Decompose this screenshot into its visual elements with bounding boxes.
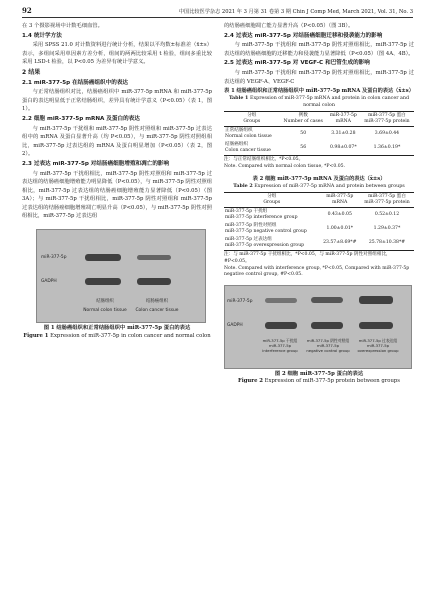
figure-2-caption: 图 2 细胞 miR-377-5p 蛋白的表达 Figure 2 Expression of miR-377-5p protein between groups <box>237 370 401 385</box>
table-row: miR-377-5p 阴性对照组 miR-377-5p negative control group 1.00±0.01* 1.29±0.37* <box>225 223 401 235</box>
blot-band <box>137 255 171 260</box>
blot-band <box>85 278 121 285</box>
section-2-5-text: 与 miR-377-5p 干扰组和 miR-377-5p 阴性对照组相比，miR-377-5p 过表达组的 VEGF-A、VEGF-C <box>224 69 414 85</box>
blot-lane-label: miR-377-5p 干扰组 miR-377-5p interference group <box>262 337 298 353</box>
table-1-note: 注：与正常结肠组织相比，*P<0.05。 Note. Compared with normal colon tissue, *P<0.05. <box>224 157 346 169</box>
table-1-grid <box>224 111 414 156</box>
right-column <box>224 22 414 386</box>
table-2-note: 注：与 miR-377-5p 干扰组相比，*P<0.05，与 miR-377-5p 阴性对照组相比，#P<0.05。 Note. Compared with interference group, *P<0.05, Compared with miR-377-5p negative control group, #P<0.05. <box>224 252 410 278</box>
figure-2-blot <box>224 285 412 369</box>
blot-lane-label: miR-377-5p 阴性对照组 miR-377-5p negative control group <box>306 337 350 353</box>
table-row: miR-377-5p 干扰组 miR-377-5p interference group 0.43±0.05 0.52±0.12 <box>225 209 400 221</box>
section-2-4-text: 与 miR-377-5p 干扰组和 miR-377-5p 阴性对照组相比，miR-377-5p 过表达组的结肠癌细胞的迁移能力和侵袭能力显著降低（P<0.05）（图 4A、4B）。 <box>224 42 414 57</box>
table-2-grid <box>224 192 414 251</box>
table-1 <box>224 88 414 170</box>
page-number: 92 <box>22 6 32 15</box>
blot-row-label: miR-377-5p <box>227 298 253 304</box>
blot-lane-label: miR-377-5p 过表达组 miR-377-5p overexpression group <box>357 337 399 353</box>
table-header: miR-377-5p mRNA <box>320 193 360 208</box>
section-1-4-text: 采用 SPSS 21.0 对计数资料进行统计分析，结果以平均数±标准差（x̄±s）表示，多组间采用单因素方差分析，组间的两两比较采用 t 检验，组间多重比较采用 LSD-t 检验，以 P<0.05 为差异有统计学意义。 <box>22 42 212 66</box>
blot-band <box>359 296 393 304</box>
page-header <box>22 6 413 16</box>
table-header: miR-377-5p 蛋白 miR-377-5p protein <box>360 112 414 127</box>
section-2-heading: 2 结果 <box>22 68 41 76</box>
figure-1-blot <box>36 229 206 323</box>
figure-1 <box>22 229 212 340</box>
blot-band <box>265 322 297 329</box>
section-2-1-text: 与正常结肠组织对比，结肠癌组织中 miR-377-5p mRNA 和 miR-377-5p 蛋白的表达明显低于正常结肠组织，差异具有统计学意义（P<0.05）（表 1，图 1）。 <box>22 89 212 113</box>
left-column <box>22 22 212 340</box>
header-rule <box>22 17 413 18</box>
blot-band <box>311 322 343 329</box>
blot-row-label: GADPH <box>227 322 243 328</box>
section-2-4-heading: 2.4 过表达 miR-377-5p 对结肠癌细胞迁移和侵袭能力的影响 <box>224 32 383 39</box>
section-2-5-heading: 2.5 过表达 miR-377-5p 对 VEGF-C 和巴管生成的影响 <box>224 60 370 67</box>
journal-title: 中国比较医学杂志 2021 年 3 月第 31 卷第 3 期 Chin J Comp Med, March 2021, Vol. 31, No. 3 <box>178 9 413 15</box>
table-header: 分组 Groups <box>224 193 320 208</box>
blot-band <box>359 322 393 329</box>
table-header: miR-377-5p mRNA <box>327 112 360 127</box>
table-header: 例数 Number of cases <box>280 112 327 127</box>
blot-band <box>137 278 171 285</box>
blot-row-label: miR-377-5p <box>41 255 67 261</box>
table-row: 结肠癌组织 Colon cancer tissue 56 0.98±0.07* 1.36±0.19* <box>224 141 414 156</box>
table-row: 正常结肠组织 Normal colon tissue 50 3.31±0.28 3.69±0.44 <box>225 128 400 140</box>
blot-row-label: GADPH <box>41 279 57 285</box>
intro-text: 在 3 个摄影视场中计数毛细血管。 <box>22 23 103 29</box>
table-row: miR-377-5p 过表达组 miR-377-5p overexpression group 23.57±8.69*# 25.78±10.38*# <box>224 236 414 251</box>
section-2-3-heading: 2.3 过表达 miR-377-5p 对结肠癌细胞增殖和凋亡的影响 <box>22 160 170 167</box>
table-header: miR-377-5p 蛋白 miR-377-5p protein <box>360 193 414 208</box>
blot-band <box>311 297 343 303</box>
table-2 <box>224 176 414 278</box>
table-2-caption: 表 2 细胞 miR-377-5p mRNA 及蛋白的表达（x̄±s） Table 2 Expression of miR-377-5p mRNA and protein between groups <box>233 176 405 190</box>
blot-lane-label: 结肠组织 Normal colon tissue <box>83 299 127 313</box>
section-2-2-text: 与 miR-377-5p 干扰组和 miR-377-5p 阴性对照组和 miR-377-5p 过表达组中的 mRNA 及蛋白显著升高（均 P<0.05），与 miR-377-5p 阴性对照组相比，miR-377-5p 过表达组的 mRNA 及蛋白明显增加（P<0.05）（表 2，图 2）。 <box>22 125 212 158</box>
blot-band <box>265 298 297 303</box>
section-1-4-heading: 1.4 统计学方法 <box>22 32 62 39</box>
section-2-3-text: 与 miR-377-5p 干扰组相比，miR-377-5p 阴性对照组和 miR-377-5p 过表达组的结肠癌细胞增殖能力明显降低（P<0.05），与 miR-377-5p 阴性对照组相比，miR-377-5p 过表达组的结肠癌细胞增殖能力显著降低（P<0.05）（图 3A）；与 miR-377-5p 干扰组相比，miR-377-5p 阴性对照组和 miR-377-5p 过表达组的结肠癌细胞增殖凋亡明显升高（P<0.05），与 miR-377-5p 阴性对照组相比，miR-377-5p 过表达组 <box>22 170 212 220</box>
continued-text: 的结肠癌细胞凋亡能力显著升高（P<0.05）（图 3B）。 <box>224 23 354 29</box>
blot-lane-label: 结肠癌组织 Colon cancer tissue <box>135 299 179 313</box>
figure-1-caption: 图 1 结肠癌组织和正常结肠组织中 miR-377-5p 蛋白的表达 Figure 1 Expression of miR-377-5p in colon cancer and normal colon <box>23 325 211 339</box>
figure-2 <box>224 285 414 386</box>
table-1-caption: 表 1 结肠癌组织和正常结肠组织中 miR-377-5p mRNA 及蛋白的表达（x̄±s） Table 1 Expression of miR-377-5p mRNA and protein in colon cancer and normal colon <box>224 88 414 109</box>
section-2-1-heading: 2.1 miR-377-5p 在结肠癌组织中的表达 <box>22 79 129 86</box>
table-header: 分组 Groups <box>224 112 280 127</box>
section-2-2-heading: 2.2 细胞 miR-377-5p mRNA 及蛋白的表达 <box>22 115 140 122</box>
blot-band <box>85 254 121 261</box>
